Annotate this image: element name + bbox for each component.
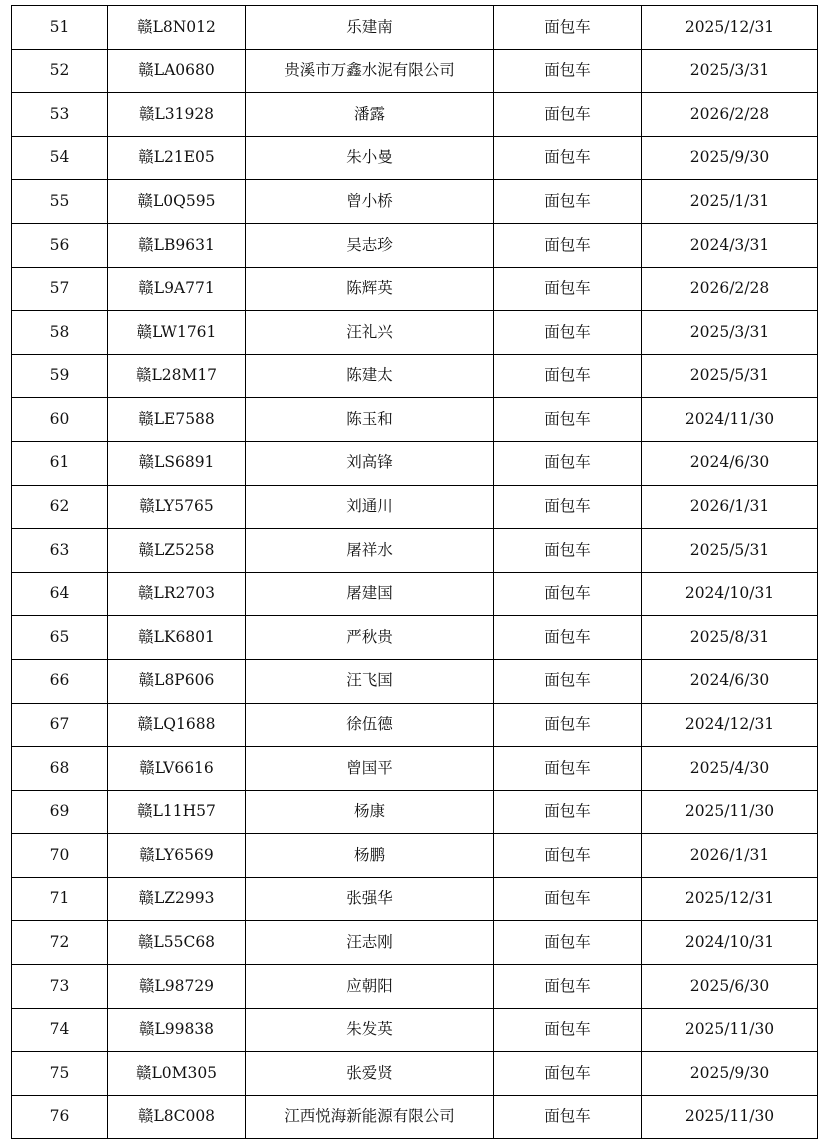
- row-number-cell: 56: [12, 223, 108, 267]
- vehicle-type-cell: 面包车: [494, 1008, 642, 1052]
- expiry-date-cell: 2025/6/30: [642, 965, 818, 1009]
- plate-number-cell: 赣LR2703: [108, 572, 246, 616]
- expiry-date-cell: 2025/3/31: [642, 311, 818, 355]
- table-row: [12, 223, 818, 267]
- plate-number-cell: 赣L9A771: [108, 267, 246, 311]
- expiry-date-cell: 2024/12/31: [642, 703, 818, 747]
- vehicle-type-cell: 面包车: [494, 877, 642, 921]
- row-number-cell: 76: [12, 1095, 108, 1139]
- owner-name-cell: 屠祥水: [246, 529, 494, 573]
- plate-number-cell: 赣L0M305: [108, 1052, 246, 1096]
- owner-name-cell: 汪飞国: [246, 659, 494, 703]
- table-row: [12, 747, 818, 791]
- expiry-date-cell: 2025/5/31: [642, 354, 818, 398]
- table-row: [12, 877, 818, 921]
- owner-name-cell: 陈辉英: [246, 267, 494, 311]
- expiry-date-cell: 2024/3/31: [642, 223, 818, 267]
- owner-name-cell: 江西悦海新能源有限公司: [246, 1095, 494, 1139]
- plate-number-cell: 赣L8P606: [108, 659, 246, 703]
- row-number-cell: 66: [12, 659, 108, 703]
- expiry-date-cell: 2025/1/31: [642, 180, 818, 224]
- vehicle-type-cell: 面包车: [494, 6, 642, 50]
- plate-number-cell: 赣LV6616: [108, 747, 246, 791]
- table-row: [12, 703, 818, 747]
- expiry-date-cell: 2025/9/30: [642, 136, 818, 180]
- plate-number-cell: 赣L8C008: [108, 1095, 246, 1139]
- owner-name-cell: 朱小曼: [246, 136, 494, 180]
- vehicle-type-cell: 面包车: [494, 223, 642, 267]
- expiry-date-cell: 2024/10/31: [642, 572, 818, 616]
- expiry-date-cell: 2025/3/31: [642, 49, 818, 93]
- table-row: [12, 965, 818, 1009]
- owner-name-cell: 徐伍德: [246, 703, 494, 747]
- plate-number-cell: 赣LB9631: [108, 223, 246, 267]
- vehicle-type-cell: 面包车: [494, 921, 642, 965]
- table-row: [12, 659, 818, 703]
- vehicle-type-cell: 面包车: [494, 529, 642, 573]
- row-number-cell: 67: [12, 703, 108, 747]
- vehicle-type-cell: 面包车: [494, 790, 642, 834]
- plate-number-cell: 赣LS6891: [108, 441, 246, 485]
- table-row: [12, 354, 818, 398]
- plate-number-cell: 赣L0Q595: [108, 180, 246, 224]
- expiry-date-cell: 2024/11/30: [642, 398, 818, 442]
- owner-name-cell: 汪志刚: [246, 921, 494, 965]
- table-row: [12, 1095, 818, 1139]
- vehicle-type-cell: 面包车: [494, 49, 642, 93]
- table-row: [12, 616, 818, 660]
- vehicle-type-cell: 面包车: [494, 485, 642, 529]
- table-row: [12, 267, 818, 311]
- expiry-date-cell: 2025/12/31: [642, 877, 818, 921]
- table-row: [12, 398, 818, 442]
- expiry-date-cell: 2025/4/30: [642, 747, 818, 791]
- table-row: [12, 1052, 818, 1096]
- table-row: [12, 93, 818, 137]
- vehicle-type-cell: 面包车: [494, 398, 642, 442]
- vehicle-type-cell: 面包车: [494, 180, 642, 224]
- table-row: [12, 1008, 818, 1052]
- plate-number-cell: 赣L55C68: [108, 921, 246, 965]
- row-number-cell: 70: [12, 834, 108, 878]
- plate-number-cell: 赣L11H57: [108, 790, 246, 834]
- row-number-cell: 53: [12, 93, 108, 137]
- vehicle-type-cell: 面包车: [494, 834, 642, 878]
- vehicle-type-cell: 面包车: [494, 659, 642, 703]
- plate-number-cell: 赣L21E05: [108, 136, 246, 180]
- expiry-date-cell: 2025/11/30: [642, 1008, 818, 1052]
- owner-name-cell: 陈建太: [246, 354, 494, 398]
- owner-name-cell: 乐建南: [246, 6, 494, 50]
- owner-name-cell: 张强华: [246, 877, 494, 921]
- row-number-cell: 59: [12, 354, 108, 398]
- row-number-cell: 72: [12, 921, 108, 965]
- plate-number-cell: 赣LA0680: [108, 49, 246, 93]
- owner-name-cell: 应朝阳: [246, 965, 494, 1009]
- table-row: [12, 485, 818, 529]
- plate-number-cell: 赣L28M17: [108, 354, 246, 398]
- owner-name-cell: 严秋贵: [246, 616, 494, 660]
- expiry-date-cell: 2024/6/30: [642, 659, 818, 703]
- owner-name-cell: 刘通川: [246, 485, 494, 529]
- table-row: [12, 6, 818, 50]
- row-number-cell: 52: [12, 49, 108, 93]
- vehicle-type-cell: 面包车: [494, 93, 642, 137]
- expiry-date-cell: 2026/1/31: [642, 485, 818, 529]
- table-row: [12, 441, 818, 485]
- plate-number-cell: 赣LY6569: [108, 834, 246, 878]
- owner-name-cell: 陈玉和: [246, 398, 494, 442]
- vehicle-type-cell: 面包车: [494, 572, 642, 616]
- plate-number-cell: 赣LQ1688: [108, 703, 246, 747]
- vehicle-type-cell: 面包车: [494, 1052, 642, 1096]
- owner-name-cell: 汪礼兴: [246, 311, 494, 355]
- row-number-cell: 75: [12, 1052, 108, 1096]
- plate-number-cell: 赣LK6801: [108, 616, 246, 660]
- vehicle-type-cell: 面包车: [494, 1095, 642, 1139]
- table-body: [12, 6, 818, 1139]
- owner-name-cell: 刘高锋: [246, 441, 494, 485]
- plate-number-cell: 赣LY5765: [108, 485, 246, 529]
- row-number-cell: 58: [12, 311, 108, 355]
- row-number-cell: 74: [12, 1008, 108, 1052]
- vehicle-type-cell: 面包车: [494, 267, 642, 311]
- table-row: [12, 180, 818, 224]
- row-number-cell: 51: [12, 6, 108, 50]
- expiry-date-cell: 2025/8/31: [642, 616, 818, 660]
- vehicle-type-cell: 面包车: [494, 965, 642, 1009]
- expiry-date-cell: 2025/11/30: [642, 1095, 818, 1139]
- row-number-cell: 62: [12, 485, 108, 529]
- expiry-date-cell: 2026/1/31: [642, 834, 818, 878]
- expiry-date-cell: 2025/9/30: [642, 1052, 818, 1096]
- owner-name-cell: 潘露: [246, 93, 494, 137]
- table-row: [12, 572, 818, 616]
- plate-number-cell: 赣LZ2993: [108, 877, 246, 921]
- row-number-cell: 55: [12, 180, 108, 224]
- expiry-date-cell: 2026/2/28: [642, 93, 818, 137]
- row-number-cell: 71: [12, 877, 108, 921]
- row-number-cell: 64: [12, 572, 108, 616]
- vehicle-type-cell: 面包车: [494, 136, 642, 180]
- vehicle-type-cell: 面包车: [494, 703, 642, 747]
- plate-number-cell: 赣L8N012: [108, 6, 246, 50]
- expiry-date-cell: 2025/5/31: [642, 529, 818, 573]
- owner-name-cell: 贵溪市万鑫水泥有限公司: [246, 49, 494, 93]
- owner-name-cell: 吴志珍: [246, 223, 494, 267]
- table-row: [12, 49, 818, 93]
- row-number-cell: 68: [12, 747, 108, 791]
- table-row: [12, 834, 818, 878]
- vehicle-type-cell: 面包车: [494, 616, 642, 660]
- owner-name-cell: 曾小桥: [246, 180, 494, 224]
- table-row: [12, 529, 818, 573]
- table-row: [12, 136, 818, 180]
- vehicle-type-cell: 面包车: [494, 354, 642, 398]
- row-number-cell: 63: [12, 529, 108, 573]
- row-number-cell: 69: [12, 790, 108, 834]
- owner-name-cell: 朱发英: [246, 1008, 494, 1052]
- owner-name-cell: 曾国平: [246, 747, 494, 791]
- owner-name-cell: 屠建国: [246, 572, 494, 616]
- plate-number-cell: 赣LZ5258: [108, 529, 246, 573]
- row-number-cell: 73: [12, 965, 108, 1009]
- vehicle-type-cell: 面包车: [494, 747, 642, 791]
- table-row: [12, 921, 818, 965]
- vehicle-type-cell: 面包车: [494, 311, 642, 355]
- expiry-date-cell: 2024/6/30: [642, 441, 818, 485]
- plate-number-cell: 赣LW1761: [108, 311, 246, 355]
- expiry-date-cell: 2026/2/28: [642, 267, 818, 311]
- plate-number-cell: 赣L98729: [108, 965, 246, 1009]
- owner-name-cell: 张爱贤: [246, 1052, 494, 1096]
- row-number-cell: 61: [12, 441, 108, 485]
- row-number-cell: 57: [12, 267, 108, 311]
- plate-number-cell: 赣L99838: [108, 1008, 246, 1052]
- owner-name-cell: 杨康: [246, 790, 494, 834]
- row-number-cell: 54: [12, 136, 108, 180]
- plate-number-cell: 赣L31928: [108, 93, 246, 137]
- vehicle-table: [11, 5, 818, 1139]
- expiry-date-cell: 2025/12/31: [642, 6, 818, 50]
- vehicle-type-cell: 面包车: [494, 441, 642, 485]
- row-number-cell: 65: [12, 616, 108, 660]
- owner-name-cell: 杨鹏: [246, 834, 494, 878]
- table-row: [12, 311, 818, 355]
- row-number-cell: 60: [12, 398, 108, 442]
- table-row: [12, 790, 818, 834]
- expiry-date-cell: 2025/11/30: [642, 790, 818, 834]
- plate-number-cell: 赣LE7588: [108, 398, 246, 442]
- expiry-date-cell: 2024/10/31: [642, 921, 818, 965]
